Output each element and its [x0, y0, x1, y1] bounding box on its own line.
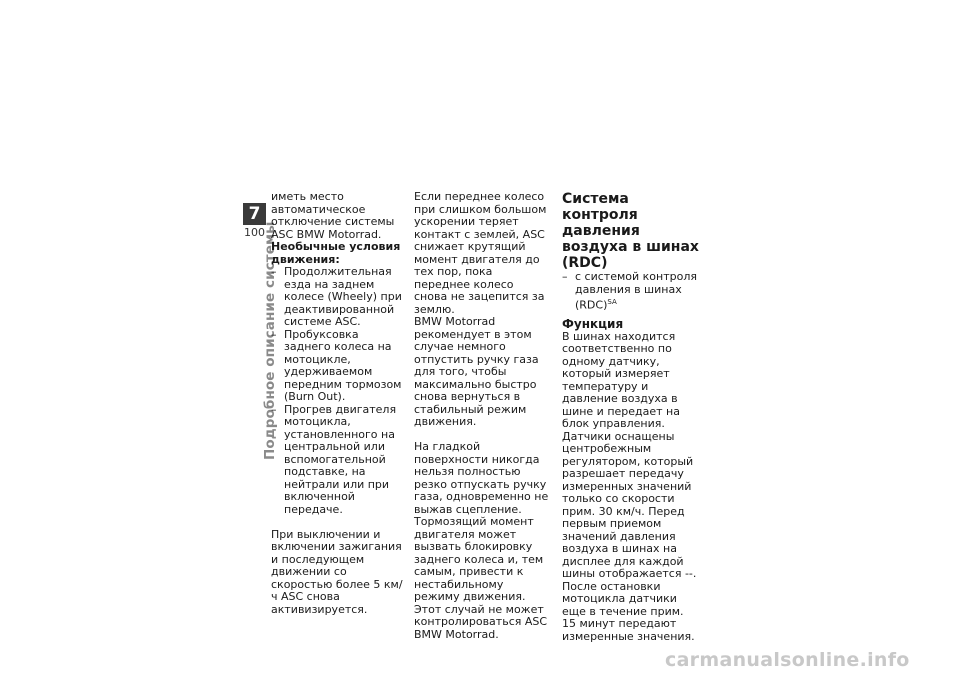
paragraph: BMW Motorrad рекомендует в этом случае немного отпустить ручку газа для того, чтобы максимально быстро снова вернуться в стабильный режим движения. [414, 315, 539, 428]
option-list [562, 271, 700, 312]
list-item: – Прогрев двигателя мотоцикла, установленного на центральной или вспомогательной подставке, на нейтрали или при включенной передаче. [271, 404, 405, 517]
section-heading-rdc: Система контроля давления воздуха в шинах (RDC) [562, 191, 699, 271]
subheading-function: Функция [562, 317, 624, 332]
list-item: – Продолжительная езда на заднем колесе (Wheely) при деактивированной системе ASC. [271, 266, 405, 329]
page-number: 100 [244, 226, 265, 239]
chapter-number: 7 [243, 203, 266, 225]
text-column-2 [414, 191, 550, 641]
paragraph: При выключении и включении зажигания и последующем движении со скоростью более 5 км/ч ASC снова активизируется. [271, 527, 403, 616]
paragraph: В шинах находится соответственно по одному датчику, который измеряет температуру и давление воздуха в шине и передает на блок управления. Датчики оснащены центробежным регулятором, который разрешает передачу измеренных значений только со скорости прим. 30 км/ч. Перед первым приемом значений давления воздуха в шинах на дисплее для каждой шины отображается --. После остановки мотоцикла датчики еще в течение прим. 15 минут передают измеренные значения. [562, 329, 697, 643]
text-column-3 [562, 191, 700, 643]
text-column-1 [271, 191, 405, 616]
paragraph: иметь место автоматическое отключение системы ASC BMW Motorrad. [271, 190, 395, 241]
list-item-text: с системой контроля давления в шинах (RDC) [575, 270, 697, 312]
list-item [562, 271, 700, 312]
subheading-unusual-conditions: Необычные условия движения: [271, 240, 401, 266]
list-item: – Пробуксовка заднего колеса на мотоцикле, удерживаемом передним тормозом (Burn Out). [271, 329, 405, 404]
chapter-side-title: Подробное описание системы [262, 221, 278, 460]
watermark-text: carmanualsonline.info [665, 649, 910, 671]
condition-list [271, 266, 405, 516]
paragraph: На гладкой поверхности никогда нельзя полностью резко отпускать ручку газа, одновременно не выжав сцепление. Тормозящий момент двигателя может вызвать блокировку заднего колеса и, тем самым, привести к нестабильному режиму движения. Этот случай не может контролироваться ASC BMW Motorrad. [414, 440, 549, 641]
paragraph: Если переднее колесо при слишком большом ускорении теряет контакт с землей, ASC снижает крутящий момент двигателя до тех пор, пока переднее колесо снова не зацепится за землю. [414, 190, 547, 316]
option-superscript: SA [607, 298, 617, 306]
